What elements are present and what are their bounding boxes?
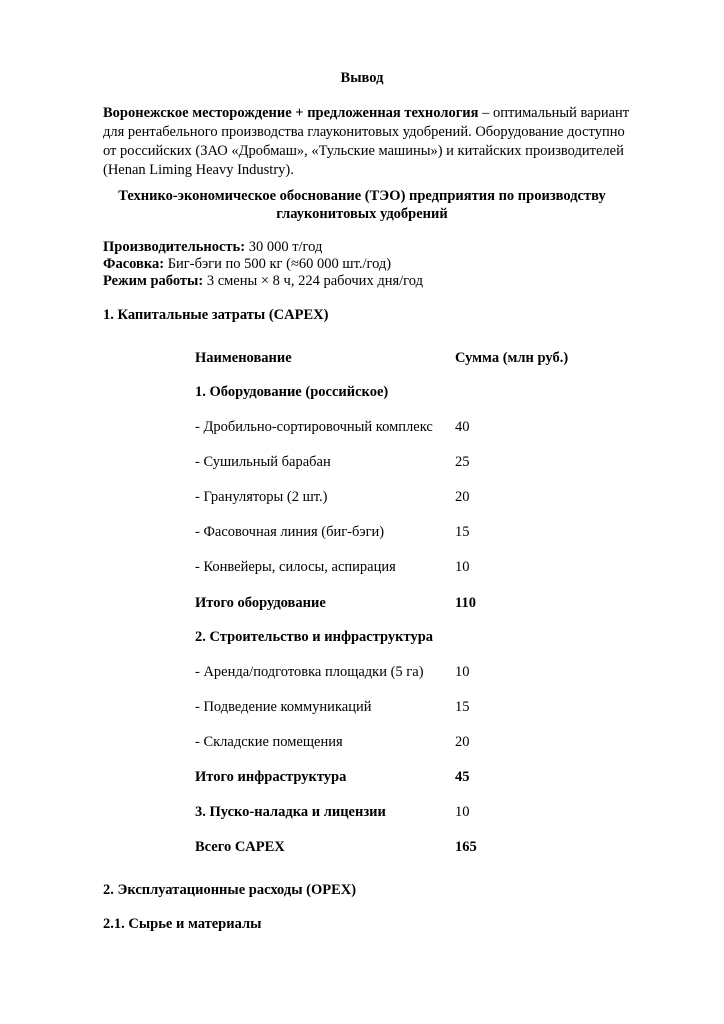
opex-heading: 2. Эксплуатационные расходы (OPEX) [103,882,357,898]
table-cell-sum: 110 [455,595,476,611]
feasibility-title-line2: глауконитовых удобрений [276,206,448,222]
table-row: 3. Пуско-наладка и лицензии [195,804,386,820]
table-cell-sum: 20 [455,489,470,505]
table-row: Всего CAPEX [195,839,285,855]
table-row: 2. Строительство и инфраструктура [195,629,434,645]
table-cell-sum: 10 [455,664,470,680]
table-cell-sum: 15 [455,699,470,715]
capex-col-sum-header: Сумма (млн руб.) [455,350,569,366]
table-cell-sum: 25 [455,454,470,470]
table-row: 1. Оборудование (российское) [195,384,389,400]
table-cell-sum: 15 [455,524,470,540]
param-label: Производительность: [103,239,246,255]
table-cell-sum: 165 [455,839,477,855]
param-value: Биг-бэги по 500 кг (≈60 000 шт./год) [164,256,392,272]
table-row: - Подведение коммуникаций [195,699,372,715]
table-row: - Фасовочная линия (биг-бэги) [195,524,385,540]
table-row: Итого оборудование [195,595,326,611]
feasibility-title-line1: Технико-экономическое обоснование (ТЭО) предприятия по производству [118,188,606,204]
table-cell-sum: 20 [455,734,470,750]
param-productivity [103,239,322,256]
param-value: 30 000 т/год [245,239,323,255]
capex-col-name-header: Наименование [195,350,292,366]
capex-heading: 1. Капитальные затраты (CAPEX) [103,307,329,323]
table-row: - Складские помещения [195,734,343,750]
table-cell-sum: 10 [455,804,470,820]
table-row: - Аренда/подготовка площадки (5 га) [195,664,424,680]
param-packing [103,256,391,273]
conclusion-bold-lead: Воронежское месторождение + предложенная технология [103,105,479,121]
table-cell-sum: 45 [455,769,470,785]
table-row: - Сушильный барабан [195,454,331,470]
conclusion-title: Вывод [340,70,384,86]
param-value: 3 смены × 8 ч, 224 рабочих дня/год [203,273,423,289]
param-label: Фасовка: [103,256,165,272]
param-label: Режим работы: [103,273,204,289]
table-row: - Дробильно-сортировочный комплекс [195,419,433,435]
table-row: Итого инфраструктура [195,769,347,785]
table-row: - Грануляторы (2 шт.) [195,489,328,505]
conclusion-paragraph [103,104,633,180]
param-schedule [103,273,423,290]
table-cell-sum: 10 [455,559,470,575]
conclusion-text: – оптимальный вариант для рентабельного производства глауконитовых удобрений. Оборудование доступно от российских (ЗАО «Дробмаш», «Тульские машины») и китайских производителей (Henan Liming Heavy Industry). [103,105,630,178]
table-row: - Конвейеры, силосы, аспирация [195,559,396,575]
table-cell-sum: 40 [455,419,470,435]
opex-sub-heading: 2.1. Сырье и материалы [103,916,262,932]
